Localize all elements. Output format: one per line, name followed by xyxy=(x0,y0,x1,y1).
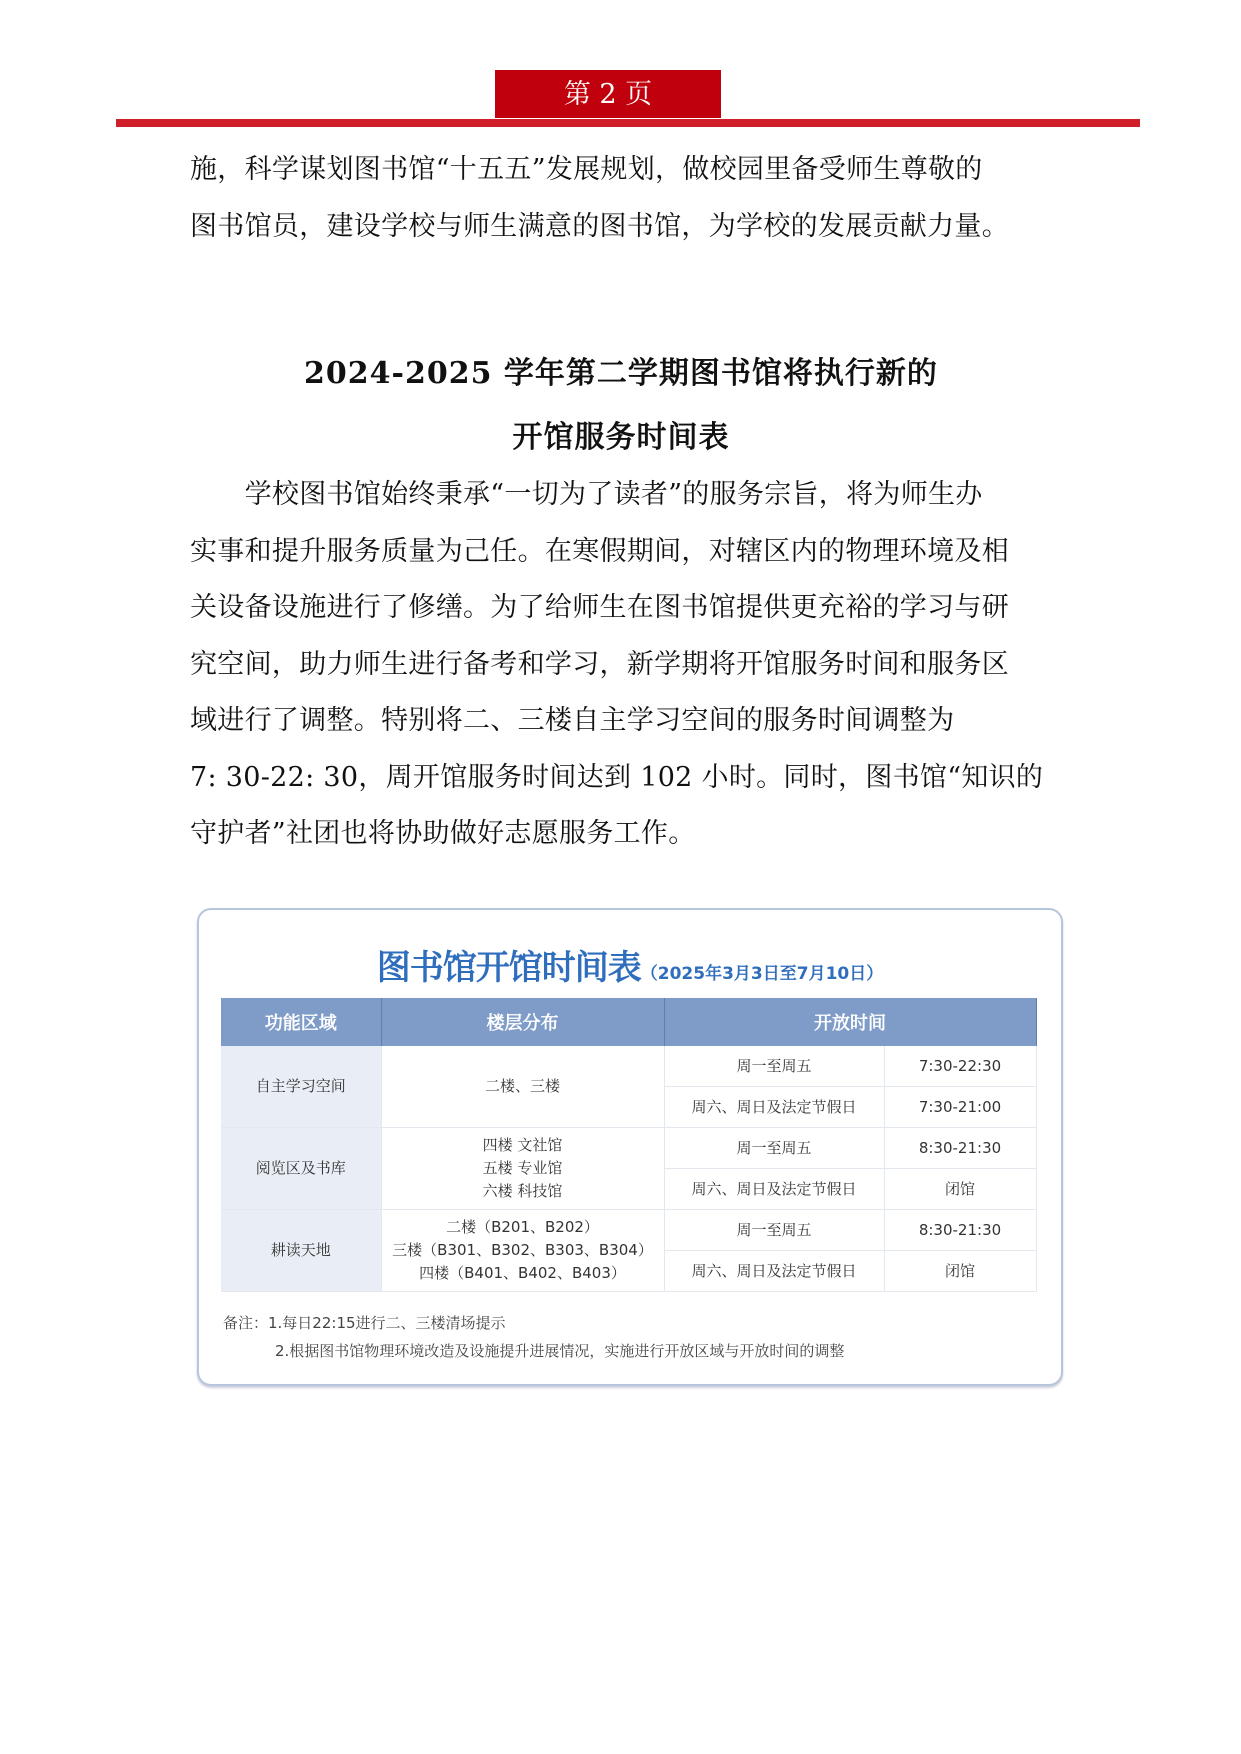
time-cell: 8:30-21:30 xyxy=(884,1128,1036,1169)
title-text: 图书馆开馆时间表 xyxy=(376,948,641,988)
text-line: 究空间，助力师生进行备考和学习，新学期将开馆服务时间和服务区 xyxy=(190,648,1009,680)
floor-line: 二楼（B201、B202） xyxy=(446,1218,599,1236)
article-title-line1: 2024-2025 学年第二学期图书馆将执行新的 xyxy=(304,356,938,391)
days-cell: 周六、周日及法定节假日 xyxy=(664,1087,884,1128)
time-cell: 7:30-21:00 xyxy=(884,1087,1036,1128)
text-line: 域进行了调整。特别将二、三楼自主学习空间的服务时间调整为 xyxy=(190,705,955,736)
floor-line: 五楼 专业馆 xyxy=(482,1159,563,1177)
floors-cell xyxy=(381,1210,664,1292)
date-range: （2025年3月3日至7月10日） xyxy=(640,964,884,984)
zone-cell: 自主学习空间 xyxy=(221,1046,381,1128)
floors-cell: 二楼、三楼 xyxy=(381,1046,664,1128)
time-cell: 闭馆 xyxy=(884,1251,1036,1292)
page-number-tab: 第 2 页 xyxy=(495,70,721,118)
text-line: 守护者”社团也将协助做好志愿服务工作。 xyxy=(190,818,696,849)
floor-line: 六楼 科技馆 xyxy=(482,1182,563,1200)
text-line: 学校图书馆始终秉承“一切为了读者”的服务宗旨，将为师生办 xyxy=(190,479,983,510)
header-zone: 功能区域 xyxy=(221,998,381,1046)
table-row xyxy=(221,1128,1036,1169)
days-cell: 周六、周日及法定节假日 xyxy=(664,1251,884,1292)
days-cell: 周一至周五 xyxy=(664,1128,884,1169)
time-cell: 8:30-21:30 xyxy=(884,1210,1036,1251)
time-cell: 7:30-22:30 xyxy=(884,1046,1036,1087)
header-floors: 楼层分布 xyxy=(381,998,664,1046)
schedule-title xyxy=(199,940,1061,989)
article-title-line2: 开馆服务时间表 xyxy=(512,420,730,455)
article-body xyxy=(190,467,1070,863)
text-line: 实事和提升服务质量为己任。在寒假期间，对辖区内的物理环境及相 xyxy=(190,535,1009,567)
days-cell: 周一至周五 xyxy=(664,1046,884,1087)
days-cell: 周六、周日及法定节假日 xyxy=(664,1169,884,1210)
intro-paragraph xyxy=(190,142,1070,255)
text-line: 关设备设施进行了修缮。为了给师生在图书馆提供更充裕的学习与研 xyxy=(190,592,1009,623)
text-line: 图书馆员，建设学校与师生满意的图书馆，为学校的发展贡献力量。 xyxy=(190,210,1009,242)
text-line: 7: 30-22: 30，周开馆服务时间达到 102 小时。同时，图书馆“知识的 xyxy=(190,761,1044,793)
zone-cell: 阅览区及书库 xyxy=(221,1128,381,1210)
floor-line: 四楼（B401、B402、B403） xyxy=(419,1264,626,1282)
table-header xyxy=(221,998,1036,1046)
zone-cell: 耕读天地 xyxy=(221,1210,381,1292)
table-row xyxy=(221,1210,1036,1251)
note-1: 备注：1.每日22:15进行二、三楼清场提示 xyxy=(223,1314,506,1332)
days-cell: 周一至周五 xyxy=(664,1210,884,1251)
floor-line: 四楼 文社馆 xyxy=(482,1136,563,1154)
text-line: 施，科学谋划图书馆“十五五”发展规划，做校园里备受师生尊敬的 xyxy=(190,154,983,185)
table-row xyxy=(221,1046,1036,1087)
header-hours: 开放时间 xyxy=(664,998,1036,1046)
schedule-image xyxy=(197,908,1063,1386)
time-cell: 闭馆 xyxy=(884,1169,1036,1210)
header-rule xyxy=(116,119,1140,127)
note-2: 2.根据图书馆物理环境改造及设施提升进展情况，实施进行开放区域与开放时间的调整 xyxy=(275,1342,845,1360)
floor-line: 三楼（B301、B302、B303、B304） xyxy=(392,1241,653,1259)
schedule-table xyxy=(221,998,1037,1292)
floors-cell xyxy=(381,1128,664,1210)
